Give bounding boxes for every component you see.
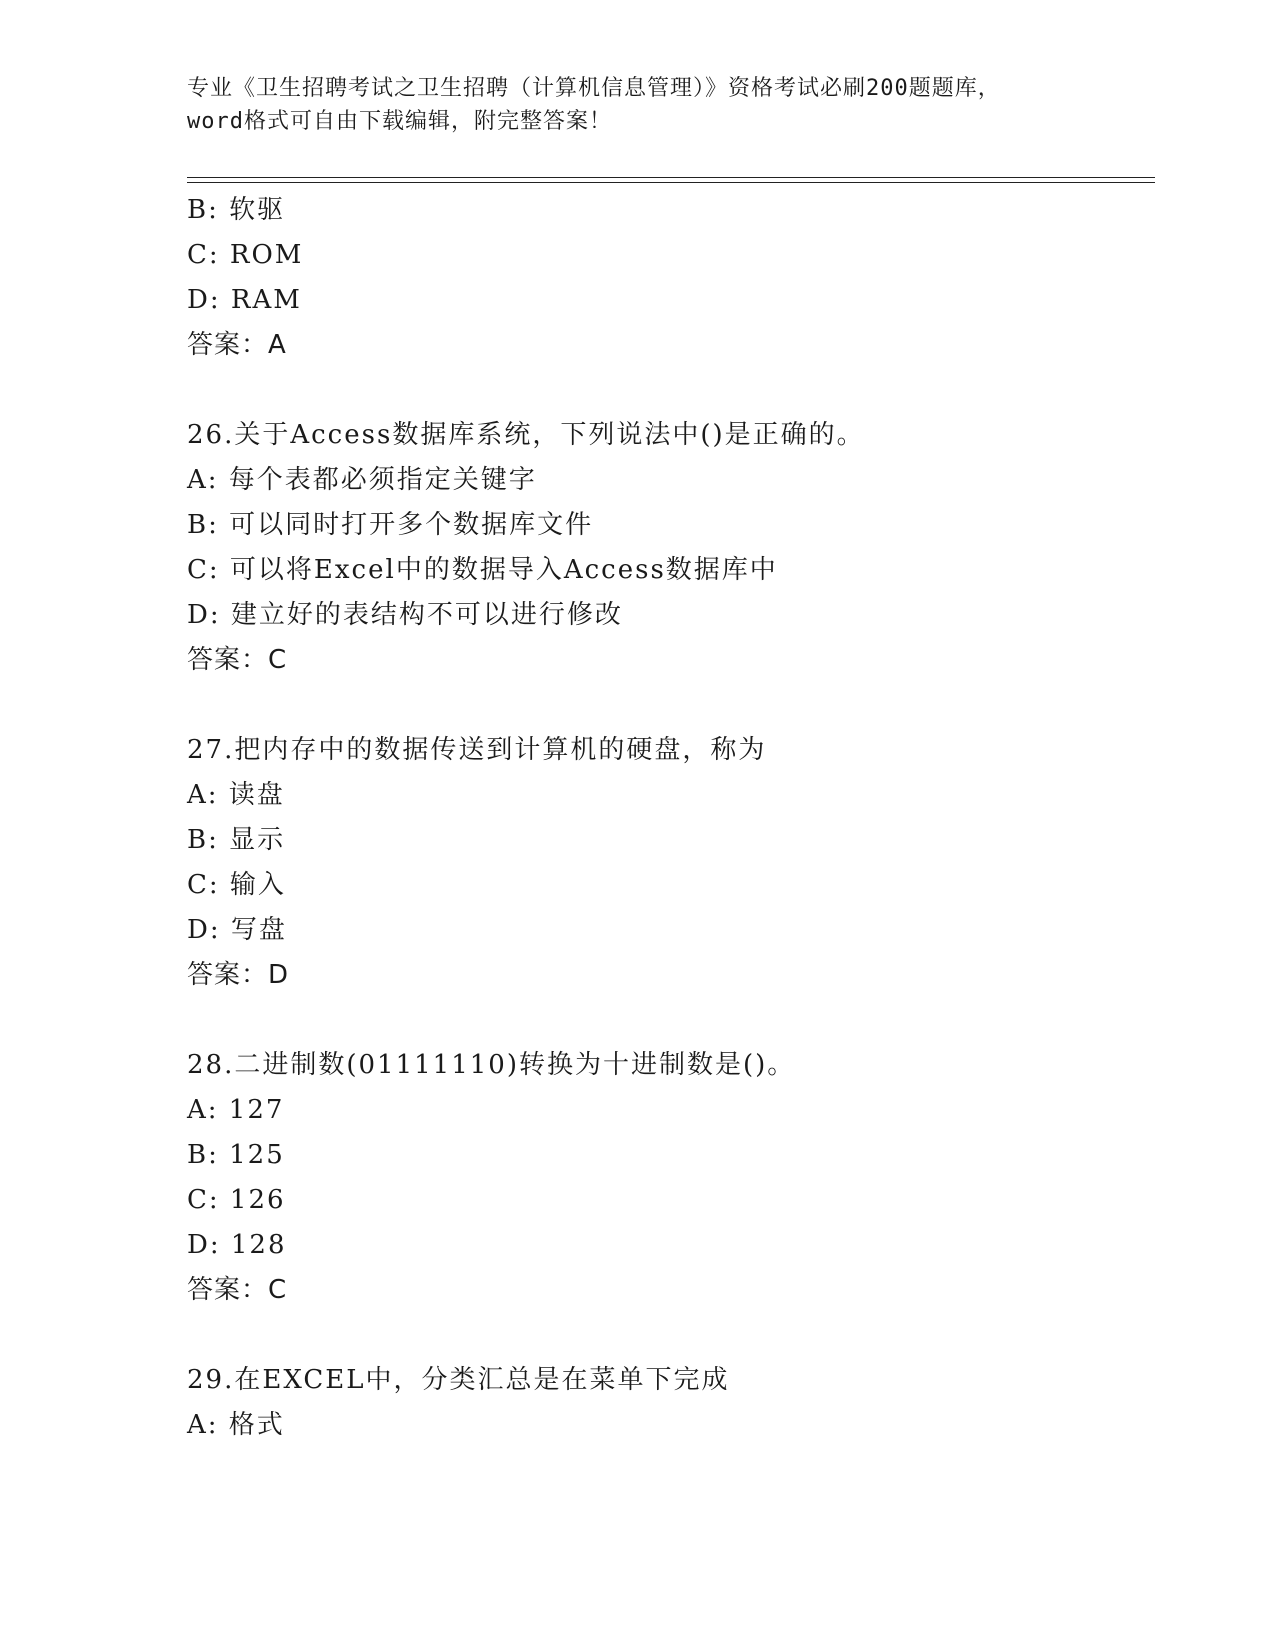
q26-question: 26.关于Access数据库系统，下列说法中()是正确的。 — [187, 420, 865, 450]
header-title-line-2: word格式可自由下载编辑，附完整答案！ — [187, 109, 612, 134]
header-divider-bottom — [187, 182, 1155, 183]
q25-option-d: D: RAM — [187, 285, 302, 315]
q28-answer: 答案：C — [187, 1275, 288, 1305]
q26-answer: 答案：C — [187, 645, 288, 675]
q25-option-b: B: 软驱 — [187, 195, 286, 225]
q26-option-d: D: 建立好的表结构不可以进行修改 — [187, 600, 623, 630]
q27-answer: 答案：D — [187, 960, 290, 990]
q26-option-a: A: 每个表都必须指定关键字 — [187, 465, 537, 495]
header-title-line-1: 专业《卫生招聘考试之卫生招聘（计算机信息管理）》资格考试必刷200题题库， — [187, 76, 1001, 101]
q28-option-a: A: 127 — [187, 1095, 285, 1125]
q27-option-a: A: 读盘 — [187, 780, 285, 810]
q26-option-b: B: 可以同时打开多个数据库文件 — [187, 510, 594, 540]
q25-option-c: C: ROM — [187, 240, 304, 270]
q29-option-a: A: 格式 — [187, 1410, 285, 1440]
document-header — [187, 72, 1087, 138]
q28-option-c: C: 126 — [187, 1185, 286, 1215]
q28-question: 28.二进制数(01111110)转换为十进制数是()。 — [187, 1050, 796, 1080]
q28-option-b: B: 125 — [187, 1140, 285, 1170]
q26-option-c: C: 可以将Excel中的数据导入Access数据库中 — [187, 555, 778, 585]
q27-option-d: D: 写盘 — [187, 915, 287, 945]
q27-question: 27.把内存中的数据传送到计算机的硬盘，称为 — [187, 735, 767, 765]
q27-option-b: B: 显示 — [187, 825, 286, 855]
q29-question: 29.在EXCEL中，分类汇总是在菜单下完成 — [187, 1365, 730, 1395]
q28-option-d: D: 128 — [187, 1230, 287, 1260]
q25-answer: 答案：A — [187, 330, 287, 360]
q27-option-c: C: 输入 — [187, 870, 286, 900]
header-divider-top — [187, 177, 1155, 178]
